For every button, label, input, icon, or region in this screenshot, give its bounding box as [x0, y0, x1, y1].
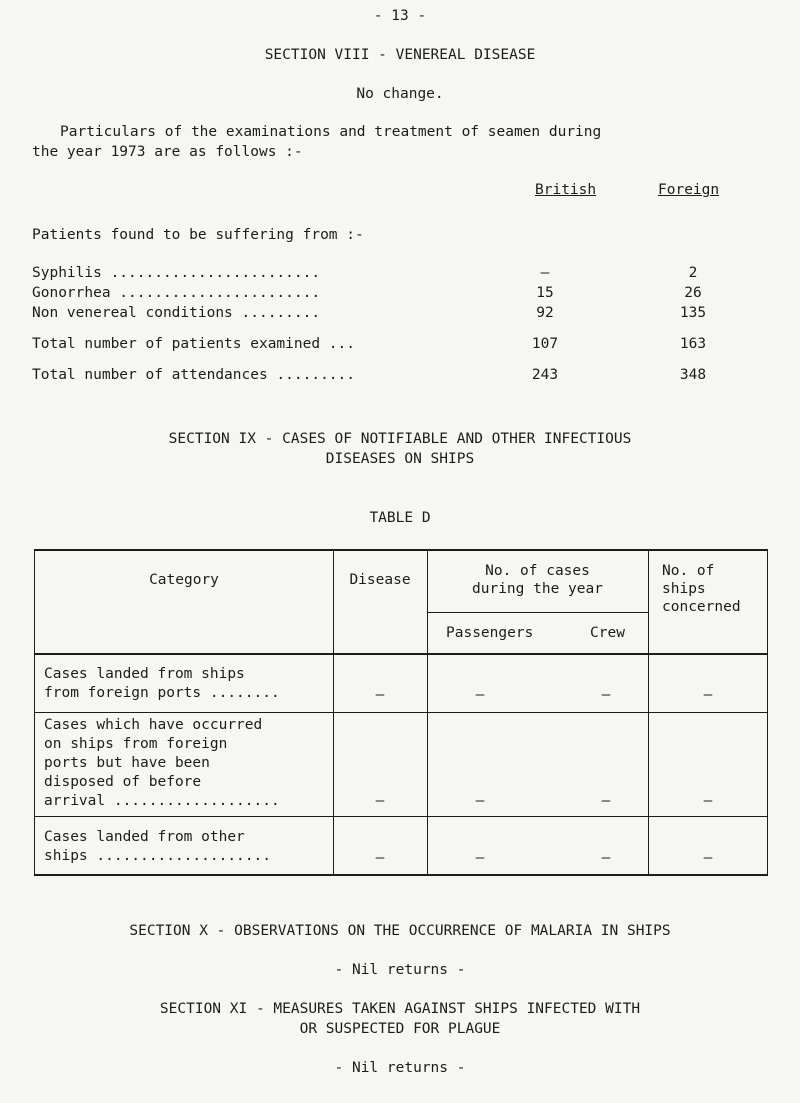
list-item-label: Syphilis ........................	[32, 265, 321, 281]
section-xi-returns: - Nil returns -	[334, 1060, 466, 1076]
header-ships-line-1: No. of	[662, 563, 715, 579]
list-item-british: 92	[536, 305, 554, 321]
table-d-title: TABLE D	[369, 510, 431, 526]
table-divider-row	[34, 816, 768, 817]
list-item-british: 107	[531, 336, 559, 352]
row-ships: –	[703, 850, 713, 866]
header-ships-line-2: ships	[662, 581, 706, 597]
row-crew: –	[601, 687, 611, 703]
column-header-foreign: Foreign	[658, 182, 720, 198]
row-passengers: –	[475, 793, 485, 809]
list-item-foreign: 348	[679, 367, 707, 383]
section-xi-heading-line-1: SECTION XI - MEASURES TAKEN AGAINST SHIPS INFECTED WITH	[159, 1001, 641, 1017]
row-category-line: from foreign ports ........	[44, 685, 280, 701]
list-item-label: Total number of attendances .........	[32, 367, 356, 383]
row-ships: –	[703, 793, 713, 809]
header-disease: Disease	[349, 572, 411, 588]
row-category-line: arrival ...................	[44, 793, 280, 809]
row-disease: –	[375, 850, 385, 866]
list-item-foreign: 135	[679, 305, 707, 321]
row-category-line: ships ....................	[44, 848, 271, 864]
page-number: - 13 -	[373, 8, 427, 24]
section-xi-heading-line-2: OR SUSPECTED FOR PLAGUE	[299, 1021, 501, 1037]
list-item-label: Non venereal conditions .........	[32, 305, 321, 321]
row-category-line: Cases landed from other	[44, 829, 245, 845]
row-disease: –	[375, 687, 385, 703]
header-cases-line-1: No. of cases	[485, 563, 590, 579]
section-ix-heading-line-2: DISEASES ON SHIPS	[325, 451, 475, 467]
section-x-returns: - Nil returns -	[334, 962, 466, 978]
table-divider-col	[333, 549, 334, 876]
section-x-heading: SECTION X - OBSERVATIONS ON THE OCCURRENCE OF MALARIA IN SHIPS	[129, 923, 671, 939]
row-crew: –	[601, 793, 611, 809]
header-passengers: Passengers	[446, 625, 534, 641]
row-disease: –	[375, 793, 385, 809]
intro-line-2: the year 1973 are as follows :-	[32, 144, 303, 160]
header-ships-line-3: concerned	[662, 599, 741, 615]
row-category-line: Cases which have occurred	[44, 717, 263, 733]
list-item-british: 243	[531, 367, 559, 383]
header-category: Category	[149, 572, 219, 588]
table-border-right	[767, 549, 768, 876]
section-viii-heading: SECTION VIII - VENEREAL DISEASE	[264, 47, 536, 63]
table-divider-header	[34, 653, 768, 655]
patients-found-label: Patients found to be suffering from :-	[32, 227, 364, 243]
row-category-line: Cases landed from ships	[44, 666, 245, 682]
list-item-foreign: 2	[688, 265, 698, 281]
row-category-line: disposed of before	[44, 774, 202, 790]
table-border-top	[34, 549, 768, 551]
header-crew: Crew	[590, 625, 625, 641]
list-item-label: Gonorrhea .......................	[32, 285, 321, 301]
list-item-british: 15	[536, 285, 554, 301]
row-passengers: –	[475, 687, 485, 703]
table-divider-col	[648, 549, 649, 876]
table-border-left	[34, 549, 35, 876]
no-change-text: No change.	[356, 86, 444, 102]
column-header-british: British	[535, 182, 597, 198]
list-item-foreign: 26	[684, 285, 702, 301]
row-crew: –	[601, 850, 611, 866]
row-category-line: ports but have been	[44, 755, 210, 771]
list-item-british: –	[540, 265, 550, 281]
intro-line-1: Particulars of the examinations and treatment of seamen during	[60, 124, 602, 140]
table-border-bottom	[34, 874, 768, 876]
row-ships: –	[703, 687, 713, 703]
row-category-line: on ships from foreign	[44, 736, 228, 752]
list-item-foreign: 163	[679, 336, 707, 352]
table-divider-row	[34, 712, 768, 713]
section-ix-heading-line-1: SECTION IX - CASES OF NOTIFIABLE AND OTHER INFECTIOUS	[168, 431, 632, 447]
header-cases-line-2: during the year	[472, 581, 603, 597]
row-passengers: –	[475, 850, 485, 866]
list-item-label: Total number of patients examined ...	[32, 336, 356, 352]
table-divider-subheader	[427, 612, 648, 613]
